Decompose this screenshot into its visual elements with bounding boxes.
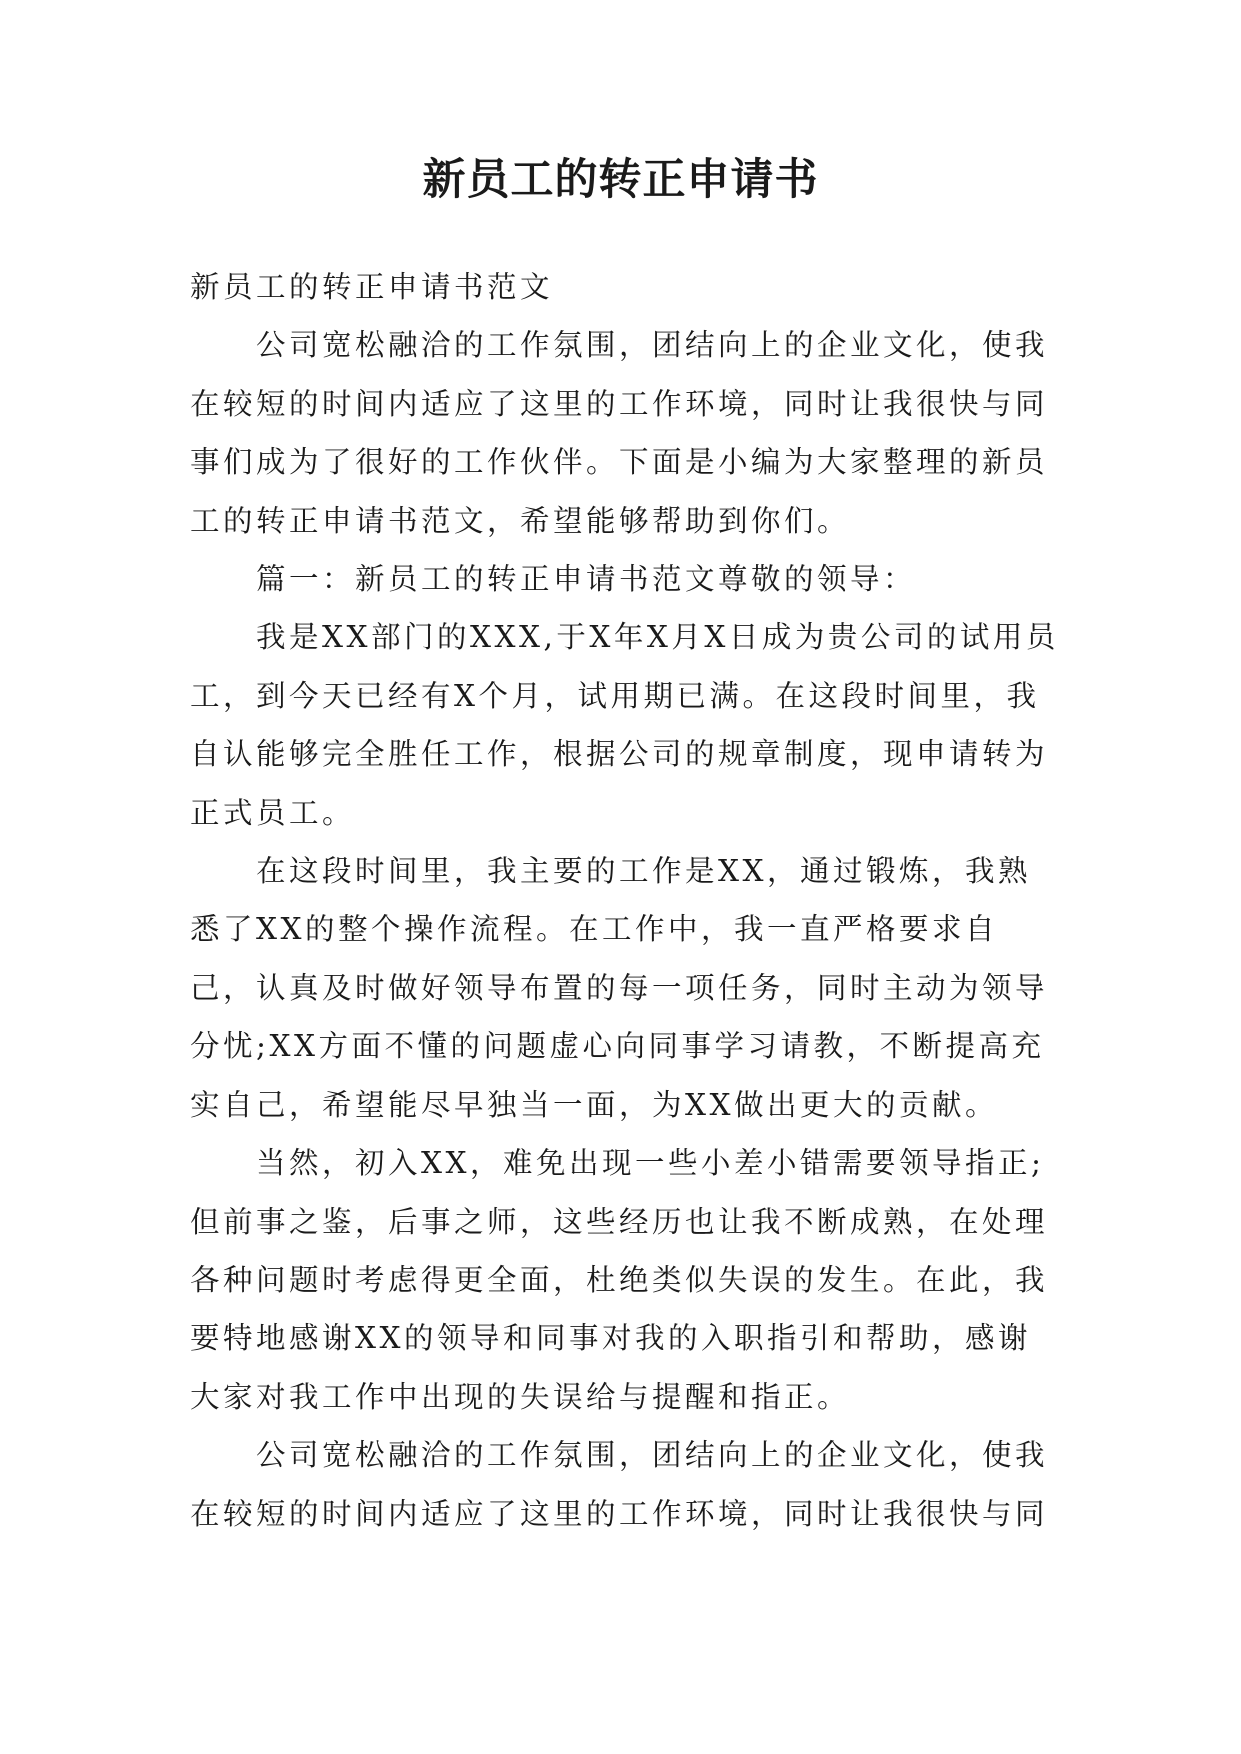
document-body: [190, 258, 1060, 1543]
paragraph-intro: 公司宽松融洽的工作氛围，团结向上的企业文化，使我在较短的时间内适应了这里的工作环境，同时让我很快与同事们成为了很好的工作伙伴。下面是小编为大家整理的新员工的转正申请书范文，希望能够帮助到你们。: [190, 328, 1049, 538]
paragraph-heading-one: 篇一：新员工的转正申请书范文尊敬的领导：: [256, 562, 917, 597]
paragraph-closing: 公司宽松融洽的工作氛围，团结向上的企业文化，使我在较短的时间内适应了这里的工作环境，同时让我很快与同: [190, 1438, 1049, 1531]
document-title: 新员工的转正申请书: [422, 155, 819, 205]
paragraph-subtitle: 新员工的转正申请书范文: [190, 270, 554, 304]
paragraph-thanks: 当然，初入XX，难免出现一些小差小错需要领导指正;但前事之鉴，后事之师，这些经历也让我不断成熟，在处理各种问题时考虑得更全面，杜绝类似失误的发生。在此，我要特地感谢XX的领导和同事对我的入职指引和帮助，感谢大家对我工作中出现的失误给与提醒和指正。: [190, 1146, 1049, 1414]
paragraph-application: 我是XX部门的XXX,于X年X月X日成为贵公司的试用员工，到今天已经有X个月，试用期已满。在这段时间里，我自认能够完全胜任工作，根据公司的规章制度，现申请转为正式员工。: [190, 620, 1059, 830]
paragraph-work-summary: 在这段时间里，我主要的工作是XX，通过锻炼，我熟悉了XX的整个操作流程。在工作中，我一直严格要求自己，认真及时做好领导布置的每一项任务，同时主动为领导分忧;XX方面不懂的问题虚心向同事学习请教，不断提高充实自己，希望能尽早独当一面，为XX做出更大的贡献。: [190, 854, 1049, 1122]
